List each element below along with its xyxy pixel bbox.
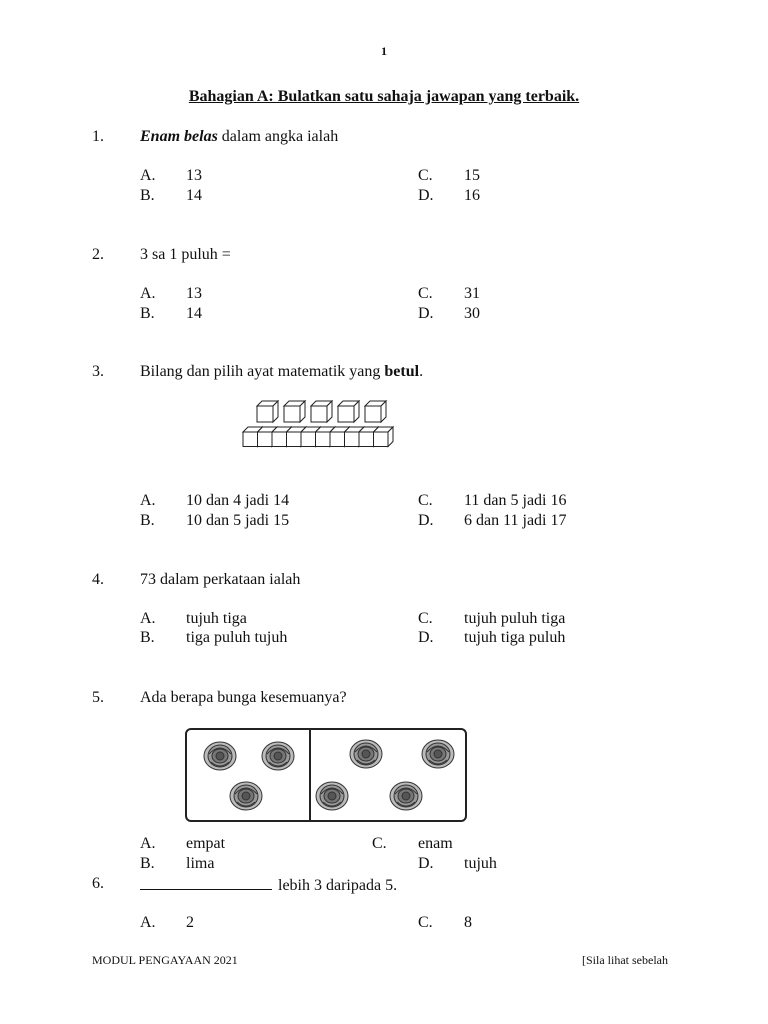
option-label: A. (140, 167, 156, 184)
question-text: 73 dalam perkataan ialah (140, 571, 301, 588)
option-value: empat (186, 835, 226, 852)
question-text-bold: betul (384, 363, 420, 380)
answer-blank[interactable] (140, 875, 272, 890)
question-text-rest: dalam angka ialah (217, 128, 339, 145)
option-value: tujuh tiga puluh (464, 629, 566, 646)
question-text-post: . (419, 363, 424, 380)
rose-flower-icon (313, 778, 351, 814)
question-4 (0, 571, 768, 591)
option-label: A. (140, 835, 156, 852)
option-value: 6 dan 11 jadi 17 (464, 512, 567, 529)
option-value: 30 (464, 305, 480, 322)
option-value: tujuh puluh tiga (464, 610, 566, 627)
rose-flower-icon (201, 738, 239, 774)
base-ten-blocks-figure (237, 396, 397, 452)
option-label: D. (418, 187, 434, 204)
unit-cube (311, 401, 332, 422)
rose-flower-icon (259, 738, 297, 774)
question-number: 2. (92, 246, 104, 263)
option-value: 11 dan 5 jadi 16 (464, 492, 567, 509)
option-label: D. (418, 629, 434, 646)
question-text (140, 875, 397, 895)
question-number: 5. (92, 689, 104, 706)
option-value: 13 (186, 285, 202, 302)
option-label: C. (418, 610, 433, 627)
option-label: B. (140, 512, 155, 529)
option-label: C. (418, 492, 433, 509)
flowers-divider (309, 730, 311, 820)
option-value: 10 dan 4 jadi 14 (186, 492, 290, 509)
option-label: B. (140, 305, 155, 322)
unit-cube (284, 401, 305, 422)
option-label: C. (418, 167, 433, 184)
question-3 (0, 363, 768, 383)
question-text-pre: Bilang dan pilih ayat matematik yang (140, 363, 385, 380)
flowers-picture-box (185, 728, 467, 822)
option-value: 2 (186, 914, 194, 931)
option-value: 15 (464, 167, 480, 184)
option-label: B. (140, 855, 155, 872)
option-value: 10 dan 5 jadi 15 (186, 512, 290, 529)
rose-flower-icon (387, 778, 425, 814)
option-value: 14 (186, 305, 202, 322)
option-value: tujuh (464, 855, 497, 872)
option-value: 14 (186, 187, 202, 204)
option-label: D. (418, 512, 434, 529)
question-number: 3. (92, 363, 104, 380)
option-label: B. (140, 187, 155, 204)
rose-flower-icon (419, 736, 457, 772)
question-text (140, 128, 338, 146)
option-label: A. (140, 492, 156, 509)
question-number: 4. (92, 571, 104, 588)
unit-cube (338, 401, 359, 422)
question-6 (0, 875, 768, 895)
option-label: C. (372, 835, 387, 852)
question-text: 3 sa 1 puluh = (140, 246, 231, 263)
rose-flower-icon (347, 736, 385, 772)
option-value: 16 (464, 187, 480, 204)
option-value: 8 (464, 914, 472, 931)
option-label: C. (418, 285, 433, 302)
unit-cube (257, 401, 278, 422)
page-number: 1 (381, 44, 387, 58)
option-value: 31 (464, 285, 480, 302)
question-text: Ada berapa bunga kesemuanya? (140, 689, 347, 706)
rose-flower-icon (227, 778, 265, 814)
section-title: Bahagian A: Bulatkan satu sahaja jawapan yang terbaik. (188, 88, 580, 105)
ten-rod-blocks (243, 427, 393, 447)
footer-module-name: MODUL PENGAYAAN 2021 (92, 953, 238, 967)
question-text (140, 363, 423, 381)
unit-cube (365, 401, 386, 422)
option-value: lima (186, 855, 215, 872)
question-2 (0, 246, 768, 266)
option-value: tiga puluh tujuh (186, 629, 288, 646)
option-label: D. (418, 305, 434, 322)
question-number: 1. (92, 128, 104, 145)
footer-turn-page: [Sila lihat sebelah (582, 953, 668, 967)
rod-cube (374, 427, 394, 447)
option-value: enam (418, 835, 453, 852)
option-label: A. (140, 914, 156, 931)
question-text-rest: lebih 3 daripada 5. (278, 877, 398, 894)
option-label: A. (140, 610, 156, 627)
option-label: B. (140, 629, 155, 646)
question-5 (0, 689, 768, 709)
option-value: 13 (186, 167, 202, 184)
option-value: tujuh tiga (186, 610, 247, 627)
option-label: C. (418, 914, 433, 931)
question-number: 6. (92, 875, 104, 892)
single-unit-cubes (257, 401, 386, 422)
option-label: D. (418, 855, 434, 872)
option-label: A. (140, 285, 156, 302)
question-emphasis: Enam belas (140, 128, 218, 145)
question-1 (0, 128, 768, 148)
